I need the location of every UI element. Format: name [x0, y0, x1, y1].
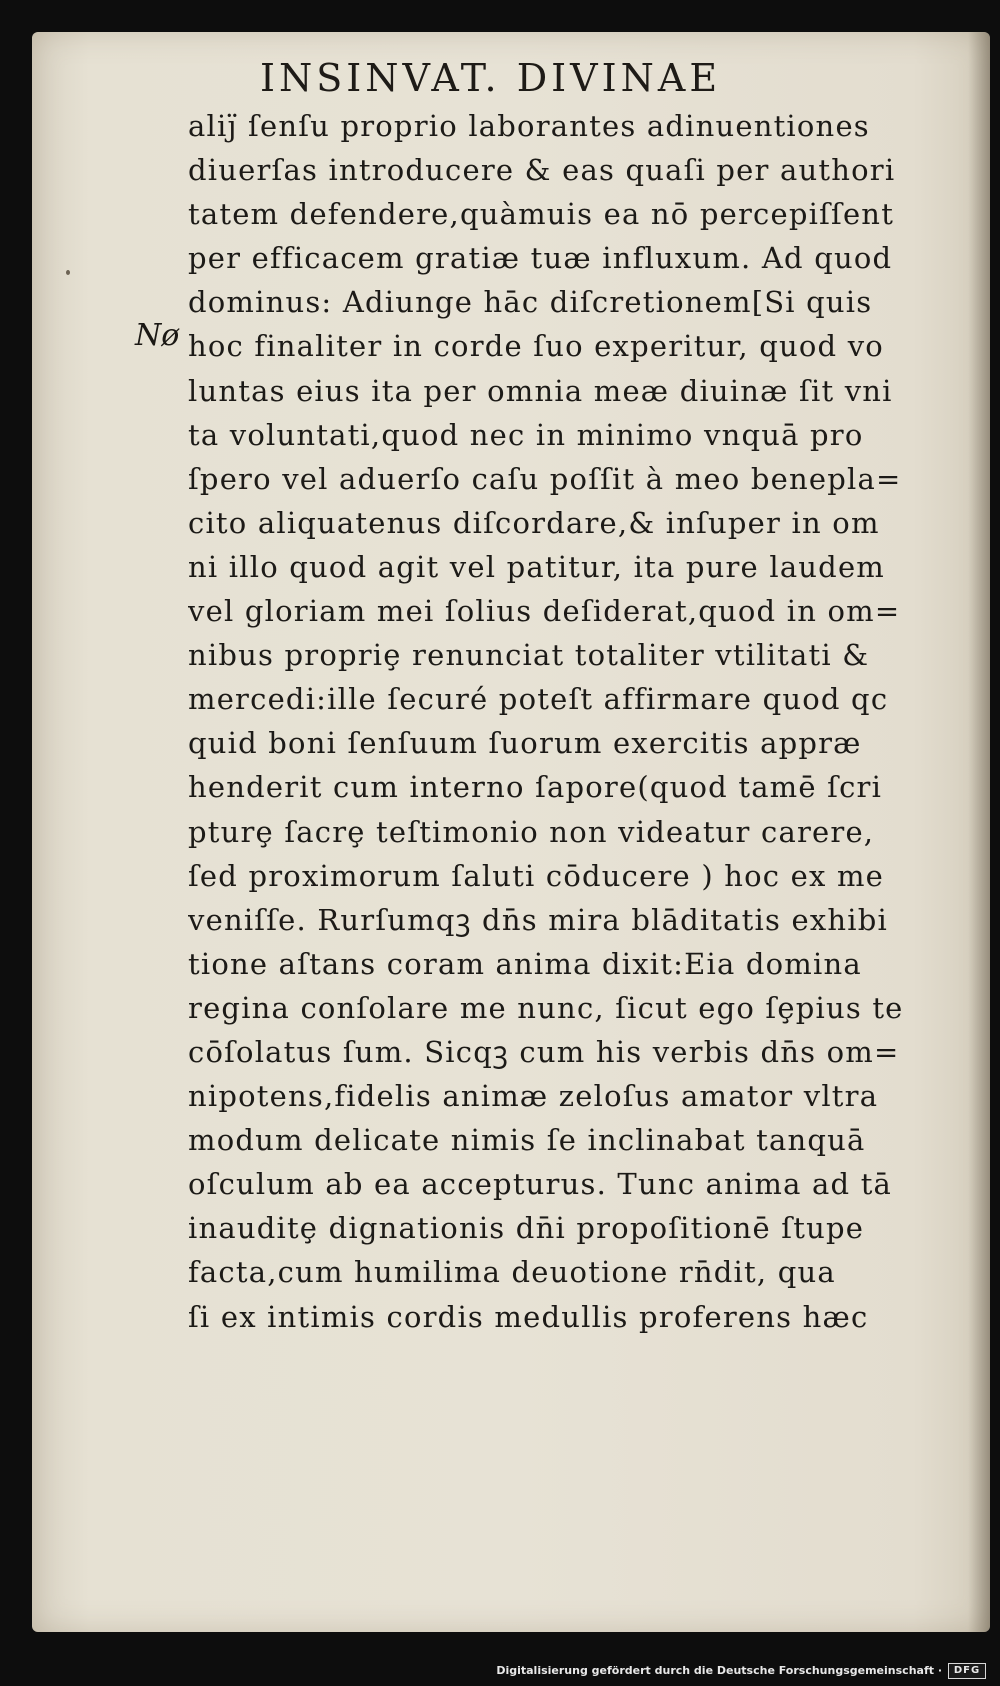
body-text — [188, 104, 908, 1339]
text-line: hoc finaliter in corde ſuo experitur, quod vo — [188, 329, 884, 364]
text-line: cōſolatus ſum. Sicqꝫ cum his verbis dn̄s om= — [188, 1034, 900, 1069]
text-line: ni illo quod agit vel patitur, ita pure laudem — [188, 549, 886, 584]
text-line: per efficacem gratiæ tuæ influxum. Ad quod — [188, 241, 893, 276]
marginal-note: Nø — [135, 318, 180, 353]
text-line: facta,cum humilima deuotione rn̄dit, qua — [188, 1255, 836, 1290]
dfg-logo: DFG — [948, 1663, 986, 1679]
text-line: tione aſtans coram anima dixit:Eia domina — [188, 946, 862, 981]
text-line: luntas eius ita per omnia meæ diuinæ ſit vni — [188, 373, 893, 408]
text-line: ſed proximorum ſaluti cōducere ) hoc ex me — [188, 858, 885, 893]
text-line: diuerſas introducere & eas quaſi per authori — [188, 153, 896, 188]
text-line: ſpero vel aduerſo caſu poſſit à meo benepla= — [188, 461, 902, 496]
text-line: inauditȩ dignationis dn̄i propoſitionē ſtupe — [188, 1211, 865, 1246]
text-line: dominus: Adiunge hāc diſcretionem[Si quis — [188, 285, 873, 320]
text-line: nipotens,fidelis animæ zeloſus amator vltra — [188, 1079, 879, 1114]
text-line: vel gloriam mei ſolius deſiderat,quod in om= — [188, 594, 901, 629]
digitization-credit: Digitalisierung gefördert durch die Deutsche Forschungsgemeinschaft · — [496, 1664, 942, 1677]
text-line: oſculum ab ea accepturus. Tunc anima ad tā — [188, 1167, 893, 1202]
text-line: henderit cum interno ſapore(quod tamē ſcri — [188, 770, 883, 805]
text-line: tatem defendere,quàmuis ea nō percepiſſent — [188, 197, 895, 232]
paper-speck — [66, 270, 70, 275]
text-line: aliȷ̈ ſenſu proprio laborantes adinuentiones — [188, 109, 870, 143]
text-line: ſi ex intimis cordis medullis proferens hæc — [188, 1299, 869, 1334]
text-line: ta voluntati,quod nec in minimo vnquā pro — [188, 417, 864, 452]
text-line: mercedi:ille ſecuré poteſt affirmare quod qc — [188, 682, 889, 717]
running-head: INSINVAT. DIVINAE — [260, 56, 722, 100]
text-line: veniſſe. Rurſumqꝫ dn̄s mira blāditatis exhibi — [188, 902, 888, 937]
text-line: modum delicate nimis ſe inclinabat tanquā — [188, 1123, 866, 1158]
text-line: quid boni ſenſuum ſuorum exercitis appræ — [188, 726, 862, 761]
text-line: pturȩ ſacrȩ teſtimonio non videatur carere, — [188, 814, 875, 849]
text-line: regina conſolare me nunc, ſicut ego ſȩpius te — [188, 990, 904, 1025]
text-line: cito aliquatenus diſcordare,& inſuper in om — [188, 505, 880, 540]
page-edge-shadow — [968, 32, 990, 1632]
text-line: nibus propriȩ renunciat totaliter vtilitati & — [188, 638, 870, 673]
